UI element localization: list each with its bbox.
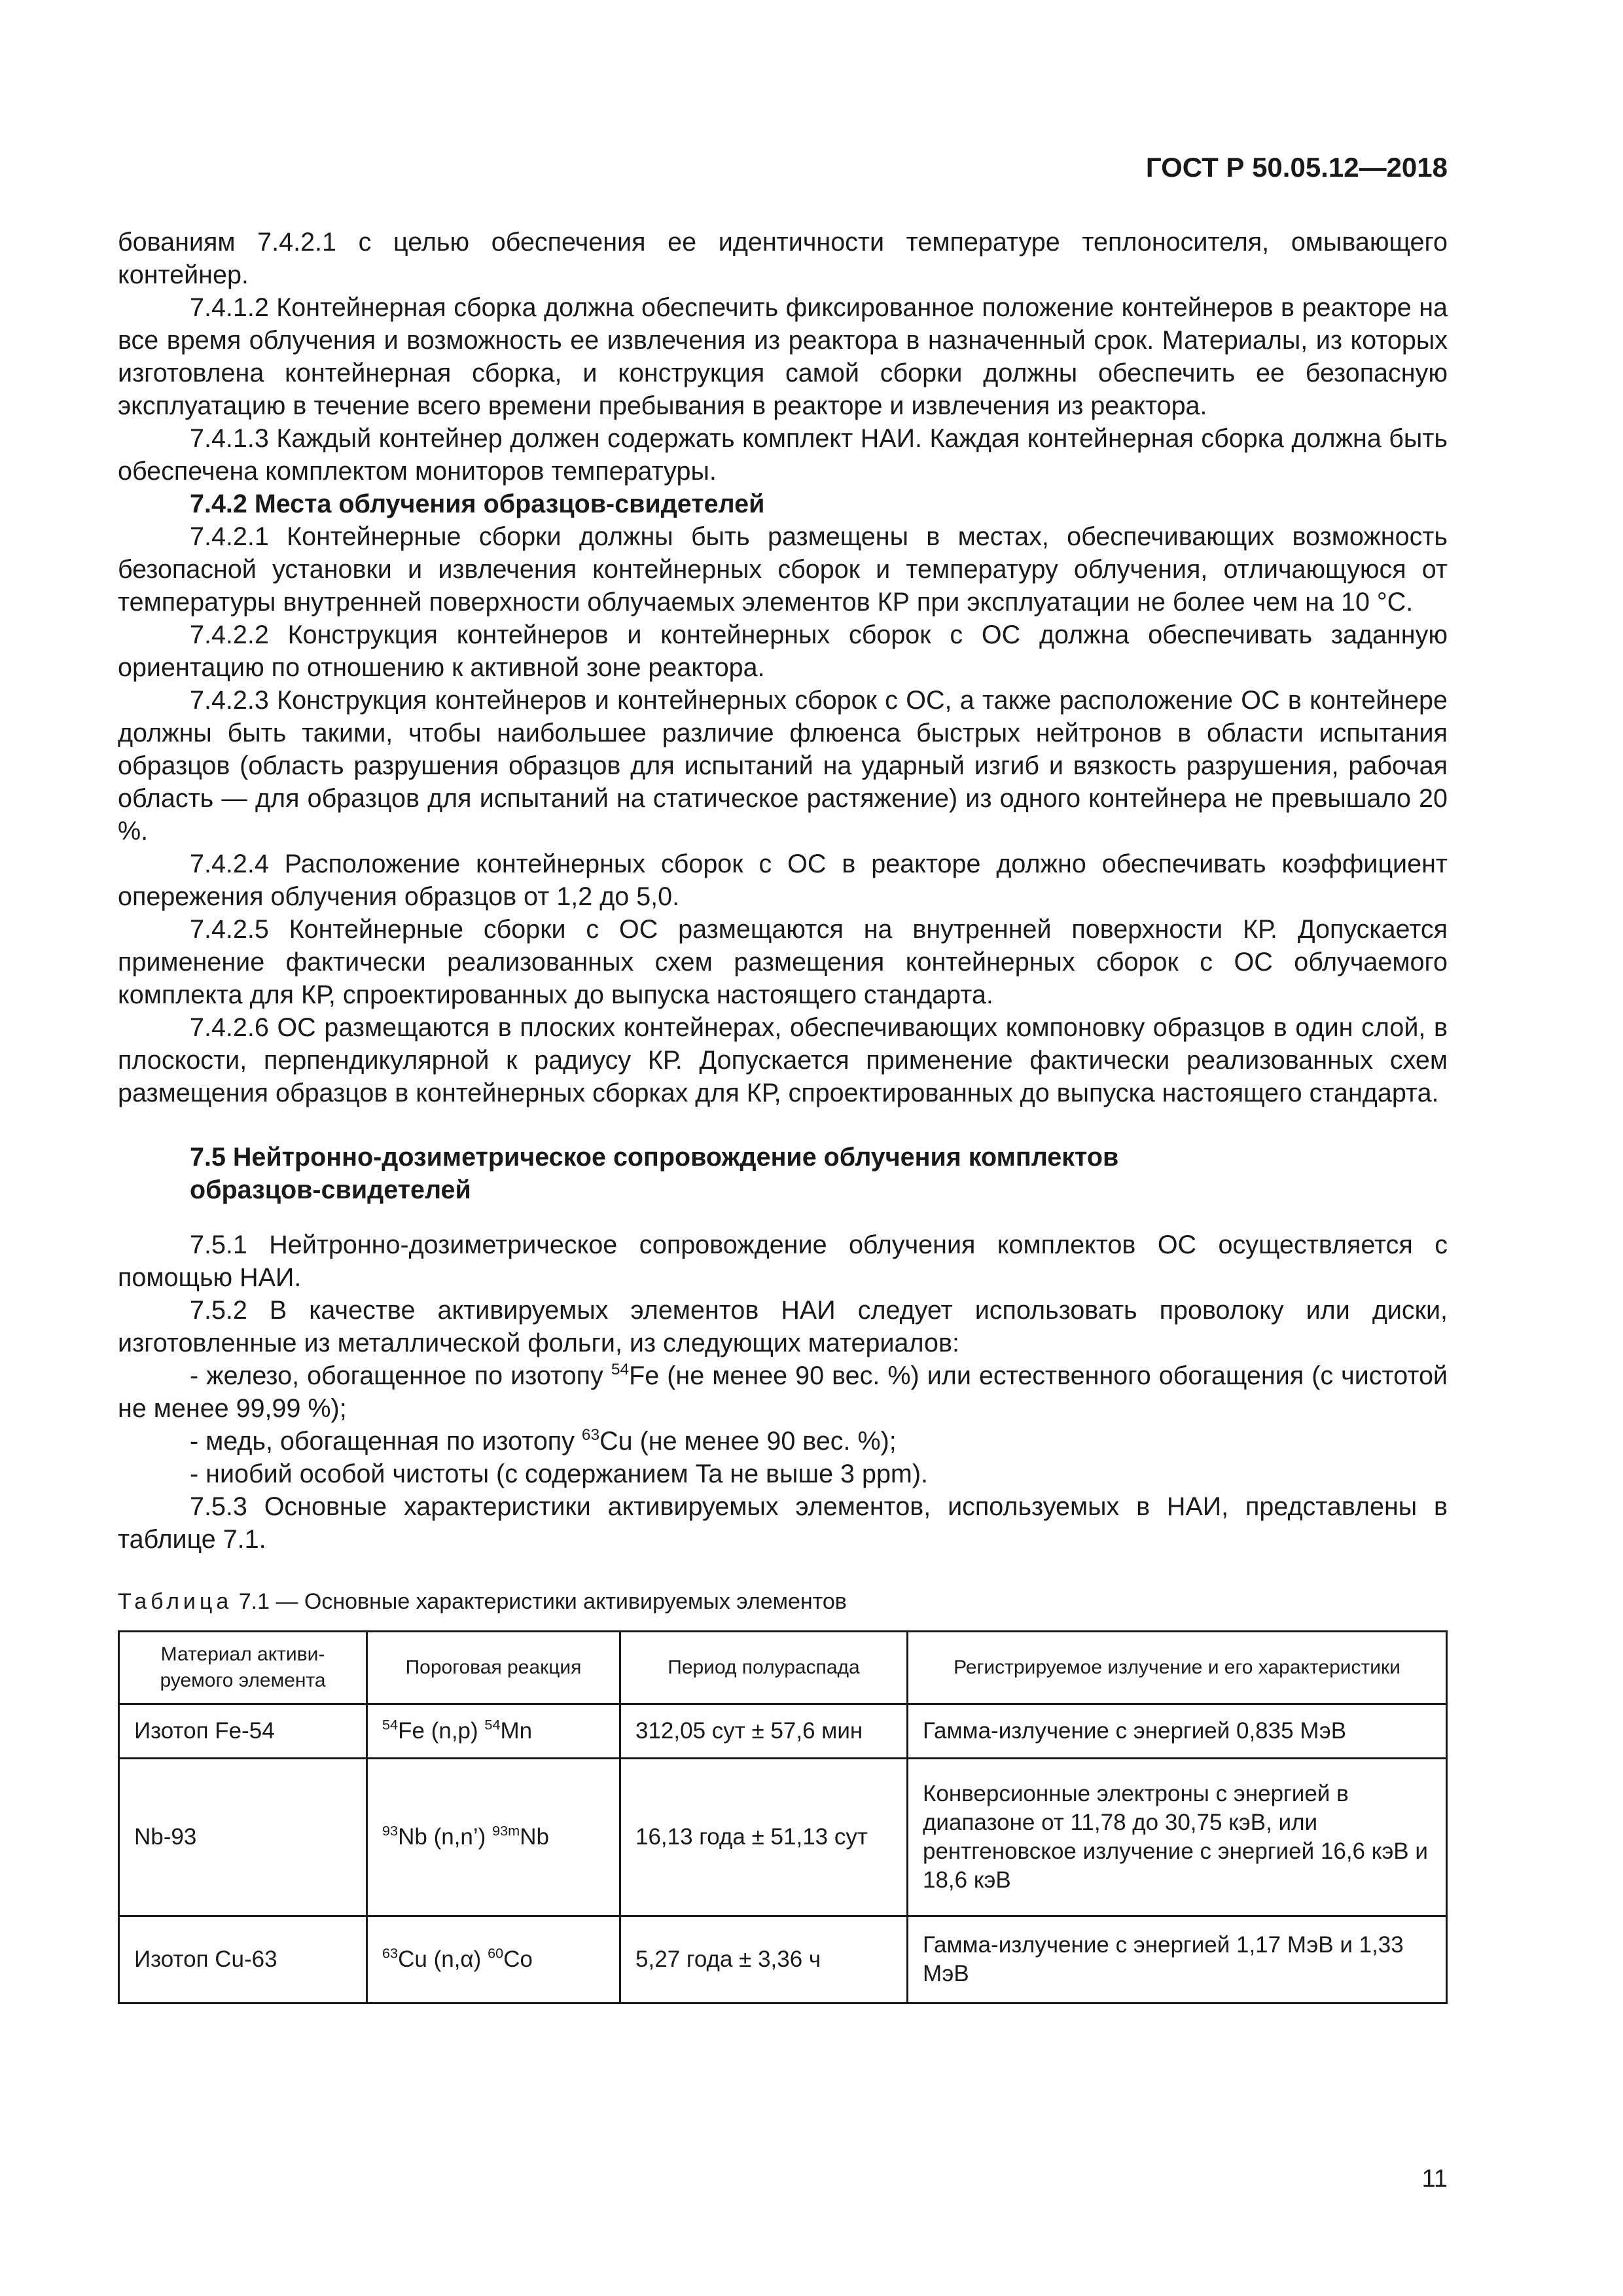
table-caption: Таблица 7.1 — Основные характеристики активируемых элементов (118, 1589, 847, 1614)
characteristics-table (118, 1630, 1448, 2004)
paragraph-continuation: бованиям 7.4.2.1 с целью обеспечения ее идентичности температуре теплоносителя, омывающего контейнер. (118, 228, 1448, 289)
page-number: 11 (1421, 2165, 1448, 2193)
table-row (119, 1916, 1447, 2003)
list-item-iron: - железо, обогащенное по изотопу $^{54}$Fe (не менее 90 вес. %) или естественного обогащения (с чистотой не менее 99,99 %); (118, 1360, 1448, 1423)
paragraph-7-4-2-3: 7.4.2.3 Конструкция контейнеров и контейнерных сборок с ОС, а также расположение ОС в контейнере должны быть такими, чтобы наибольшее различие флюенса быстрых нейтронов в области испытания образцов (область разрушения образцов для испытаний на ударный изгиб и вязкость разрушения, рабочая область — для образцов для испытаний на статическое растяжение) из одного контейнера не превышало 20 %. (118, 686, 1448, 846)
cell-radiation: Гамма-излучение с энергией 0,835 МэВ (908, 1704, 1447, 1759)
cell-halflife: 312,05 сут ± 57,6 мин (620, 1704, 908, 1759)
cell-radiation: Гамма-излучение с энергией 1,17 МэВ и 1,33 МэВ (908, 1916, 1447, 2003)
cell-reaction: $^{54}$Fe (n,p) $^{54}$Mn (367, 1704, 620, 1759)
document-body (118, 226, 1448, 2004)
paragraph-7-5-1: 7.5.1 Нейтронно-дозиметрическое сопровождение облучения комплектов ОС осуществляется с помощью НАИ. (118, 1230, 1448, 1292)
paragraph-7-4-2-2: 7.4.2.2 Конструкция контейнеров и контейнерных сборок с ОС должна обеспечивать заданную ориентацию по отношению к активной зоне реактора. (118, 620, 1448, 682)
standard-header: ГОСТ Р 50.05.12—2018 (1145, 152, 1448, 183)
cell-material: Изотоп Cu-63 (119, 1916, 367, 2003)
list-item-copper: - медь, обогащенная по изотопу $^{63}$Cu (не менее 90 вес. %); (190, 1426, 897, 1456)
table-row (119, 1759, 1447, 1916)
cell-reaction: $^{63}$Cu (n,α) $^{60}$Co (367, 1916, 620, 2003)
cell-material: Изотоп Fe-54 (119, 1704, 367, 1759)
paragraph-7-4-2-1: 7.4.2.1 Контейнерные сборки должны быть размещены в местах, обеспечивающих возможность безопасной установки и извлечения контейнерных сборок и температуру облучения, отличающуюся от температуры внутренней поверхности облучаемых элементов КР при эксплуатации не более чем на 10 °С. (118, 522, 1448, 617)
heading-7-5-line1: 7.5 Нейтронно-дозиметрическое сопровождение облучения комплектов (190, 1143, 1119, 1172)
cell-reaction: $^{93}$Nb (n,n’) $^{93m}$Nb (367, 1759, 620, 1916)
header-radiation: Регистрируемое излучение и его характеристики (908, 1632, 1447, 1704)
paragraph-7-4-2-5: 7.4.2.5 Контейнерные сборки с ОС размещаются на внутренней поверхности КР. Допускается применение фактически реализованных схем размещения контейнерных сборок с ОС облучаемого комплекта для КР, спроектированных до выпуска настоящего стандарта. (118, 915, 1448, 1009)
heading-7-5-line2: образцов-свидетелей (190, 1175, 471, 1204)
header-reaction: Пороговая реакция (367, 1632, 620, 1704)
header-halflife: Период полураспада (620, 1632, 908, 1704)
list-item-niobium: - ниобий особой чистоты (с содержанием Ta не выше 3 ppm). (190, 1460, 928, 1488)
paragraph-7-5-3: 7.5.3 Основные характеристики активируемых элементов, используемых в НАИ, представлены в таблице 7.1. (118, 1492, 1448, 1554)
paragraph-7-4-2-4: 7.4.2.4 Расположение контейнерных сборок с ОС в реакторе должно обеспечивать коэффициент опережения облучения образцов от 1,2 до 5,0. (118, 850, 1448, 911)
paragraph-7-5-2: 7.5.2 В качестве активируемых элементов НАИ следует использовать проволоку или диски, изготовленные из металлической фольги, из следующих материалов: (118, 1296, 1448, 1357)
header-material: Материал активи-руемого элемента (119, 1632, 367, 1704)
table-row (119, 1704, 1447, 1759)
table-header-row (119, 1632, 1447, 1704)
paragraph-7-4-1-2: 7.4.1.2 Контейнерная сборка должна обеспечить фиксированное положение контейнеров в реакторе на все время облучения и возможность ее извлечения из реактора в назначенный срок. Материалы, из которых изготовлена контейнерная сборка, и конструкция самой сборки должны обеспечить ее безопасную эксплуатацию в течение всего времени пребывания в реакторе и извлечения из реактора. (118, 293, 1448, 420)
paragraph-7-4-1-3: 7.4.1.3 Каждый контейнер должен содержать комплект НАИ. Каждая контейнерная сборка должна быть обеспечена комплектом мониторов температуры. (118, 424, 1448, 486)
heading-7-5 (118, 1141, 1448, 1206)
cell-material: Nb-93 (119, 1759, 367, 1916)
cell-halflife: 16,13 года ± 51,13 сут (620, 1759, 908, 1916)
heading-7-4-2: 7.4.2 Места облучения образцов-свидетелей (190, 490, 765, 518)
cell-radiation: Конверсионные электроны с энергией в диапазоне от 11,78 до 30,75 кэВ, или рентгеновское излучение с энергией 16,6 кэВ и 18,6 кэВ (908, 1759, 1447, 1916)
paragraph-7-4-2-6: 7.4.2.6 ОС размещаются в плоских контейнерах, обеспечивающих компоновку образцов в один слой, в плоскости, перпендикулярной к радиусу КР. Допускается применение фактически реализованных схем размещения образцов в контейнерных сборках для КР, спроектированных до выпуска настоящего стандарта. (118, 1013, 1448, 1107)
cell-halflife: 5,27 года ± 3,36 ч (620, 1916, 908, 2003)
